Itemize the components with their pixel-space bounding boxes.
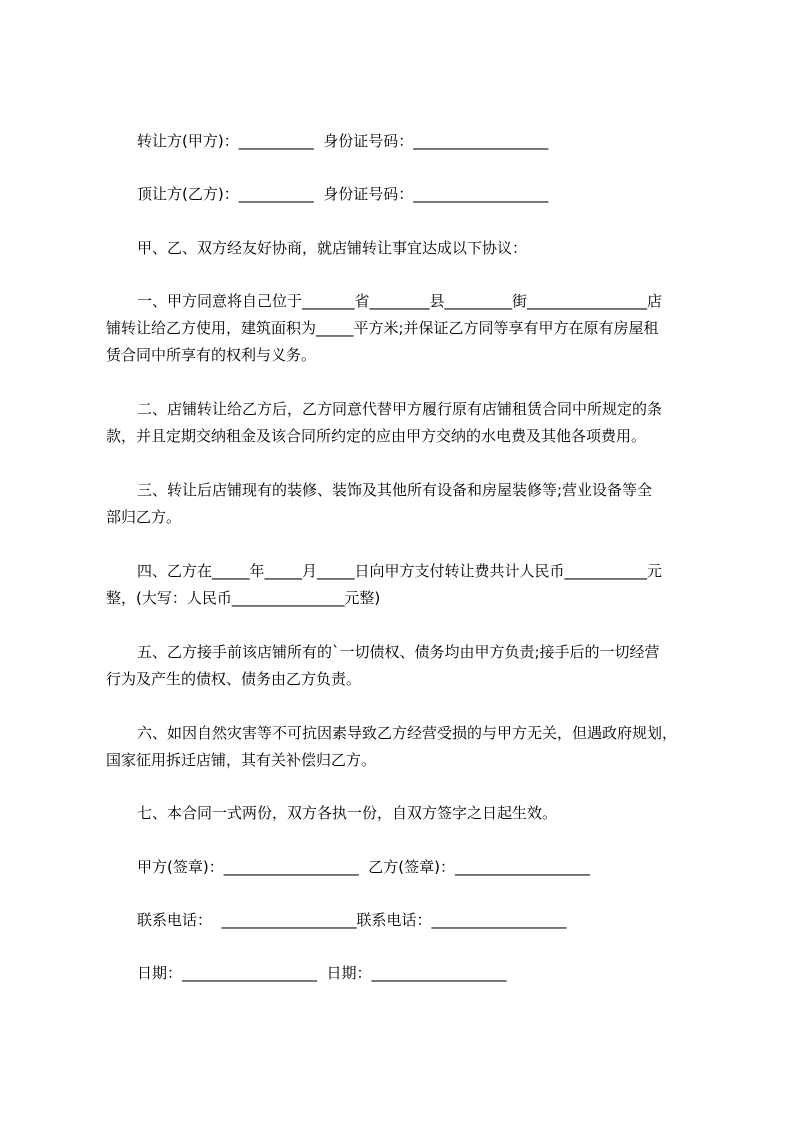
- clause-line: 七、本合同一式两份，双方各执一份，自双方签字之日起生效。: [137, 804, 558, 822]
- party-a-line: 转让方(甲方)：__________ 身份证号码：__________________: [137, 132, 549, 150]
- clause-line: 四、乙方在_____年_____月_____日向甲方支付转让费共计人民币___________元: [137, 562, 663, 580]
- clause-line: 款，并且定期交纳租金及该合同所约定的应由甲方交纳的水电费及其他各项费用。: [106, 427, 647, 445]
- clause-line: 国家征用拆迁店铺，其有关补偿归乙方。: [106, 751, 377, 769]
- clause-line: 铺转让给乙方使用，建筑面积为_____平方米;并保证乙方同等享有甲方在原有房屋租: [106, 319, 659, 337]
- clause-line: 部归乙方。: [106, 508, 182, 526]
- clause-line: 赁合同中所享有的权利与义务。: [106, 346, 317, 364]
- clause-line: 一、甲方同意将自己位于_______省________县_________街________________店: [137, 292, 663, 310]
- party-b-line: 顶让方(乙方)：__________ 身份证号码：__________________: [137, 185, 549, 203]
- clause-line: 五、乙方接手前该店铺所有的`一切债权、债务均由甲方负责;接手后的一切经营: [137, 643, 660, 661]
- intro-paragraph: 甲、乙、双方经友好协商，就店铺转让事宜达成以下协议：: [137, 239, 528, 257]
- clause-line: 整，(大写：人民币_______________元整): [106, 589, 381, 607]
- clause-line: 三、转让后店铺现有的装修、装饰及其他所有设备和房屋装修等;营业设备等全: [137, 481, 653, 499]
- phone-line: 联系电话： __________________联系电话：__________________: [137, 911, 567, 929]
- date-line: 日期：__________________ 日期：__________________: [137, 964, 507, 982]
- clause-line: 二、店铺转让给乙方后，乙方同意代替甲方履行原有店铺租赁合同中所规定的条: [137, 400, 663, 418]
- clause-line: 六、如因自然灾害等不可抗因素导致乙方经营受损的与甲方无关，但遇政府规划，: [137, 724, 678, 742]
- signature-line: 甲方(签章)：__________________ 乙方(签章)：__________________: [137, 858, 590, 876]
- clause-line: 行为及产生的债权、债务由乙方负责。: [106, 670, 362, 688]
